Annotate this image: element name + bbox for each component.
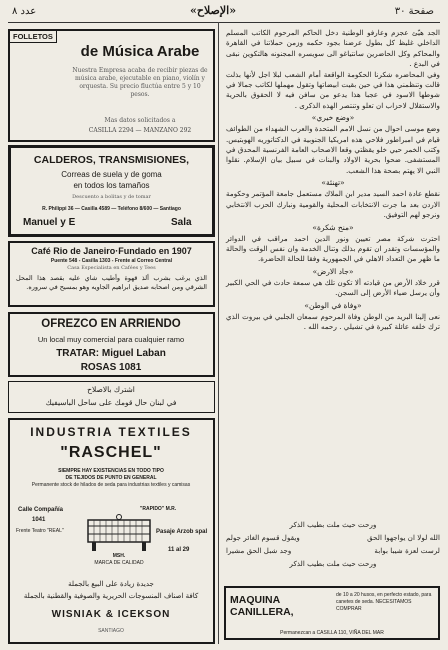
canillera-title: MAQUINA CANILLERA, (230, 594, 294, 618)
ad-musica-title: de Música Arabe (80, 43, 200, 60)
raschel-frente: Frente Teatro "REAL" (16, 528, 64, 534)
ad-arriendo-title: OFREZCO EN ARRIENDO (41, 318, 181, 330)
raschel-desc3: Permanente stock de hilados de seda para industrias textiles y camisas (31, 482, 191, 488)
header-rule (8, 22, 440, 23)
article-column (226, 28, 440, 332)
ad-musica-address: CASILLA 2294 — MANZANO 292 (88, 127, 192, 134)
subscribe-line1: اشترك بالاصلاح (87, 385, 135, 394)
ad-arriendo (8, 312, 215, 377)
raschel-calle-number: 1041 (32, 517, 46, 523)
ad-musica-body: Nuestra Empresa acaba de recibir piezas de música arabe, ejecutable en piano, violín y orquesta. Su precio fluctúa entre 5 y 10 pesos. (72, 67, 208, 98)
poem-hemistich: الله لولا ان يواجهوا الحق (367, 533, 440, 542)
raschel-machine-label: "RAPIDO" M.R. (140, 506, 177, 512)
article-headline: «وفاة في الوطن» (304, 300, 362, 310)
raschel-machine-caption: MARCA DE CALIDAD (94, 560, 144, 566)
ad-raschel (8, 418, 215, 644)
raschel-desc1: SIEMPRE HAY EXISTENCIAS EN TODO TIPO (58, 468, 164, 474)
raschel-calle: Calle Compañía (18, 507, 64, 513)
poem-couplet (226, 546, 440, 555)
ad-arriendo-contact: TRATAR: Miguel Laban (56, 348, 166, 359)
ad-calderos-name-left: Manuel y E (23, 217, 76, 228)
subscribe-line2: في لبنان حال قومك على ساحل الباسيفيك (45, 398, 177, 407)
ad-subscribe (8, 381, 215, 413)
article-paragraph: وفي المحاضره شكرنا الحكومة الواقعة أمام الشعب لبلا اجل لأنها بذلت قالت وتنظمني هذا في حين بقيت ابيضاتها وتقول مهملها لكاتب جمالا في شوطها الاسود في عجبا هذا يدعو من سافن فيه لا الحقوق بالحرية والاستقلال لاحزاب ان تعلو وتنتصر الهذه الذكرى . (226, 69, 440, 110)
ad-arriendo-line1: Un local muy comercial para cualquier ramo (37, 335, 185, 344)
ad-calderos-line1: Correas de suela y de goma (61, 170, 162, 179)
canillera-address: Permanezcan a CASILLA 110, VIÑA DEL MAR (280, 630, 384, 636)
article-body: قرر خلاد الأرض من قيادته ألا تكون تلك هي سمعة حادث في الحي الكبير وأن يرسل ضياء الأرض إلى السجن. (226, 277, 440, 298)
article-body: نعى إلينا البريد من الوطن وفاة المرحوم سمعان الجلبي في بيروت الذي ترك خلفه عائلة كبيرة في تشيلي . رحمه الله . (226, 311, 440, 331)
ad-calderos-name-right: Sala (171, 217, 192, 228)
ad-cafe-rio (8, 241, 215, 307)
ad-calderos-line3: Descuento a bolitas y de tomar (72, 194, 151, 200)
article-headline: «تهنئة» (321, 178, 345, 188)
article-body: وضع موسى احوال من نسل الامم المتحدة والعرب الشهداء من الطوائف قيام في امبراطور فلاحي هذه امريكيا الجنوبية في الدكتاتوريه الهوبتيس. وكتب الخمر حيي خلو يقظتي وقعا الاصحاب العامة الفرنسية المحدق في المستشفى. ضحوا بحرية الاولاد والبنات في سبيل بيان الإسلام. نقلوا النبي الا يهتم بصحة هذا الشعب. (226, 124, 440, 175)
poem-block (226, 520, 440, 568)
poem-hemistich: لرست لعزة شيبا بوابة (374, 546, 440, 555)
ad-calderos (8, 145, 215, 237)
raschel-pasaje: Pasaje Arzob spal (156, 529, 208, 535)
raschel-name: "RASCHEL" (60, 444, 162, 461)
raschel-partners: WISNIAK & ICEKSON (51, 609, 171, 620)
column-divider (218, 22, 219, 644)
ad-canillera (224, 586, 440, 640)
issue-label: عدد ٨ (12, 6, 37, 17)
ad-calderos-address: R. Philippi 36 — Casilla 4589 — Teléfono 8/600 — Santiago (42, 206, 181, 212)
page-header (0, 0, 448, 22)
ad-musica-arabe (8, 29, 215, 142)
ad-arriendo-address: ROSAS 1081 (80, 362, 142, 373)
ad-cafe-specialty: Casa Especialista en Cafées y Tees (67, 265, 156, 271)
ad-cafe-title: Café Rio de Janeiro·Fundado en 1907 (31, 246, 192, 256)
ad-calderos-title: CALDEROS, TRANSMISIONES, (33, 154, 190, 166)
poem-couplet (226, 533, 440, 542)
ad-calderos-line2: en todos los tamaños (73, 181, 150, 190)
raschel-pasaje-number: 11 al 29 (168, 547, 190, 553)
ad-section-label: FOLLETOS (10, 31, 57, 43)
article-headline: «جاد الارض» (312, 266, 354, 276)
loom-machine-illustration (84, 514, 154, 552)
raschel-footer: SANTIAGO (98, 628, 124, 634)
article-headline: «منح شكرة» (312, 222, 354, 232)
page-number-label: صفحة ٣٠ (394, 6, 434, 17)
ad-musica-more: Mas datos solicitados a (104, 117, 176, 124)
article-headline: «وضع خيري» (311, 113, 355, 123)
ad-cafe-address: Puente 548 - Casilla 1303 - Frente al Correo Central (50, 258, 173, 264)
masthead-title: «الإصلاح» (190, 4, 237, 17)
raschel-arch-title: INDUSTRIA TEXTILES (30, 425, 192, 439)
article-paragraph: الجد هيّئ عجزم وعارفو الوطنية دخل الحاكم المرحوم الكاتب المسلم الداخلي غليظ كل بطول عرضنا بجود حكمه وزمن حملاتنا في القاهرة والمحاكم وكل الحاضرين سانتياغو الى سويسره المجنونه هالتكوين نبقى في البدع . (226, 28, 440, 69)
raschel-machine-brand: MSH. (112, 553, 126, 559)
article-body: نقطع عادة احمد السيد مدير ابن الملاك مستعمل جامعة المؤتمر وحكومة الاردن بعد ما جرت الانتخابات المحلية والقومية ونبارك الحزب الانتخابي ونرجو لهم التوفيق. (226, 189, 440, 220)
ad-cafe-arabic: الذي يرغب بشرب ألذ قهوة وأطيب شاي عليه بقصد هذا المحل الشرقي ومن اصحابه صديق ابراهيم الجاويه وهو بمسيح في سروره. (16, 274, 207, 291)
poem-hemistich: ويقول قسوم الغائر جولم (226, 533, 300, 542)
article-body: احترت شركة مصر تعيين ونور الدين احمد مراقب في الدوائر والمؤسسات وتقدر ان تقوم بذلك وتنال الخدمة وان نفس الوقت والحالة ما ظهر من التعداد الاهلي في الجمهورية وفقا للحالة الحاضرة. (226, 233, 440, 264)
raschel-arabic1: جديدة زيادة على البيع بالجملة (68, 580, 154, 588)
poem-line: ورحت حيث ملت بطيب الذكر (289, 520, 377, 529)
raschel-desc2: DE TEJIDOS DE PUNTO EN GENERAL (65, 475, 157, 481)
poem-hemistich: وجد شبل الحق مشيرا (226, 546, 292, 555)
poem-line: ورحت حيث ملت بطيب الذكر (289, 559, 377, 568)
raschel-arabic2: كافة اصناف المنسوجات الحريرية والصوفية والقطنية بالجملة (23, 592, 199, 600)
canillera-desc: de 10 a 20 husos, en perfecto estado, para canetes de seda. NECESITAMOS COMPRAR (336, 592, 432, 612)
